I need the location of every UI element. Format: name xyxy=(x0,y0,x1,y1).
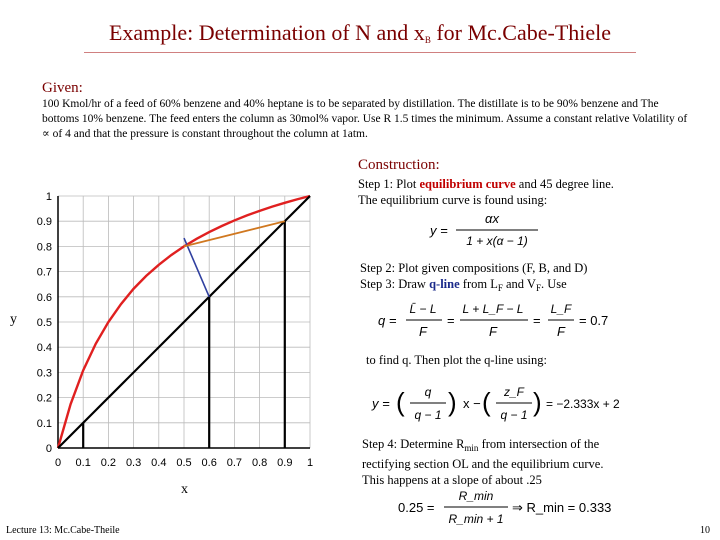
eq4-lhs: 0.25 = xyxy=(398,500,435,515)
x-tick-label: 0.8 xyxy=(251,457,268,469)
step3-sub-vf: F xyxy=(535,283,541,293)
eq1-numerator: αx xyxy=(485,211,499,226)
y-tick-label: 0.7 xyxy=(36,266,52,279)
eq3-f1-den: q − 1 xyxy=(414,408,442,422)
x-tick-label: 1 xyxy=(306,457,314,469)
y-axis-label: y xyxy=(10,312,17,327)
y-tick-label: 0.4 xyxy=(36,342,52,355)
eq2-f3-num: L_F xyxy=(550,302,572,316)
step4-line2: rectifying section OL and the equilibrium curve. xyxy=(362,457,604,471)
step2-line: Step 2: Plot given compositions (F, B, and D) xyxy=(360,261,588,275)
step1-pre: Step 1: Plot xyxy=(358,177,420,191)
construction-label: Construction: xyxy=(358,157,440,173)
q-line-series xyxy=(184,238,209,297)
eq3-result: = −2.333x + 2 xyxy=(546,397,620,411)
eq4-result: ⇒ R_min = 0.333 xyxy=(512,500,612,515)
eq2-f2-den: F xyxy=(489,324,497,339)
eq3-paren-open-1: ( xyxy=(396,387,405,417)
step4-sub: min xyxy=(464,443,479,453)
step3-highlight: q-line xyxy=(429,277,460,291)
eq3-f2-num: z_F xyxy=(503,385,525,399)
eq3-paren-open-2: ( xyxy=(482,387,491,417)
eq2-lhs: q = xyxy=(378,313,397,328)
eq2-f3-den: F xyxy=(557,324,565,339)
x-tick-label: 0.5 xyxy=(176,457,192,469)
step1-highlight: equilibrium curve xyxy=(419,177,516,191)
y-tick-label: 0.1 xyxy=(36,417,52,430)
title-text-pre: Example: Determination of N and x xyxy=(108,20,425,45)
y-tick-label: 0.2 xyxy=(36,392,52,405)
eq2-f1-den: F xyxy=(419,324,427,339)
step3-post: . Use xyxy=(540,277,567,291)
eq1-lhs: y = xyxy=(430,223,448,238)
x-tick-label: 0.6 xyxy=(201,457,217,469)
step4-line3: This happens at a slope of about .25 xyxy=(362,473,542,487)
eq2-equals-1: = xyxy=(447,313,455,328)
x-tick-label: 0.3 xyxy=(125,457,142,469)
eq3-x-minus: x − xyxy=(463,396,481,411)
y-tick-label: 0.3 xyxy=(36,367,52,380)
footer-lecture: Lecture 13: Mc.Cabe-Theile xyxy=(6,525,120,536)
y-tick-label: 0.8 xyxy=(36,241,52,254)
eq2-f2-num: L + L_F − L xyxy=(462,302,524,316)
given-text: 100 Kmol/hr of a feed of 60% benzene and 40% heptane is to be separated by distillation. The distillate is to be 90% benzene and The bottoms 10% benzene. The feed enters the column as 30mol% vapor. Use R 1.5 times the minimum. Assume a constant relative Volatility of ∝ of 4 and that the pressure is constant throughout the column at 1atm. xyxy=(42,98,688,140)
y-tick-label: 0.5 xyxy=(36,317,52,329)
eq2-equals-2: = xyxy=(533,313,541,328)
y-tick-label: 1 xyxy=(45,191,52,203)
step4-pre: Step 4: Determine R xyxy=(362,437,465,451)
y-tick-label: 0.9 xyxy=(36,216,52,229)
find-q-text: to find q. Then plot the q-line using: xyxy=(366,353,547,367)
step1-post: and 45 degree line. xyxy=(515,177,614,191)
x-tick-label: 0.9 xyxy=(277,457,293,469)
footer-page-number: 10 xyxy=(700,525,710,536)
x-tick-label: 0.7 xyxy=(226,457,243,469)
step3-and: and V xyxy=(502,277,536,291)
eq2-f1-num: L̄ − L xyxy=(409,302,437,316)
eq3-paren-close-2: ) xyxy=(533,387,542,417)
eq4-den: R_min + 1 xyxy=(448,512,504,526)
eq3-f1-num: q xyxy=(424,385,432,399)
eq3-paren-close-1: ) xyxy=(448,387,457,417)
y-tick-label: 0.6 xyxy=(36,291,52,304)
eq1-denominator: 1 + x(α − 1) xyxy=(466,234,528,248)
x-axis-label: x xyxy=(181,482,188,497)
eq3-lhs: y = xyxy=(372,396,390,411)
x-tick-label: 0.2 xyxy=(100,457,117,469)
title-subscript: B xyxy=(424,35,431,45)
step3-sub-lf: F xyxy=(497,283,503,293)
x-tick-label: 0.4 xyxy=(151,457,167,469)
y-tick-label: 0 xyxy=(45,443,52,455)
step4-post: from intersection of the xyxy=(478,437,600,451)
eq3-f2-den: q − 1 xyxy=(500,408,528,422)
given-label: Given: xyxy=(42,80,83,96)
title-text-post: for Mc.Cabe-Thiele xyxy=(430,20,612,45)
x-tick-label: 0 xyxy=(54,457,62,469)
eq2-result: = 0.7 xyxy=(579,313,609,328)
step3-mid: from L xyxy=(459,277,498,291)
x-tick-label: 0.1 xyxy=(75,457,91,469)
eq4-num: R_min xyxy=(458,489,494,503)
step3-pre: Step 3: Draw xyxy=(360,277,430,291)
step1-line2: The equilibrium curve is found using: xyxy=(358,193,548,207)
